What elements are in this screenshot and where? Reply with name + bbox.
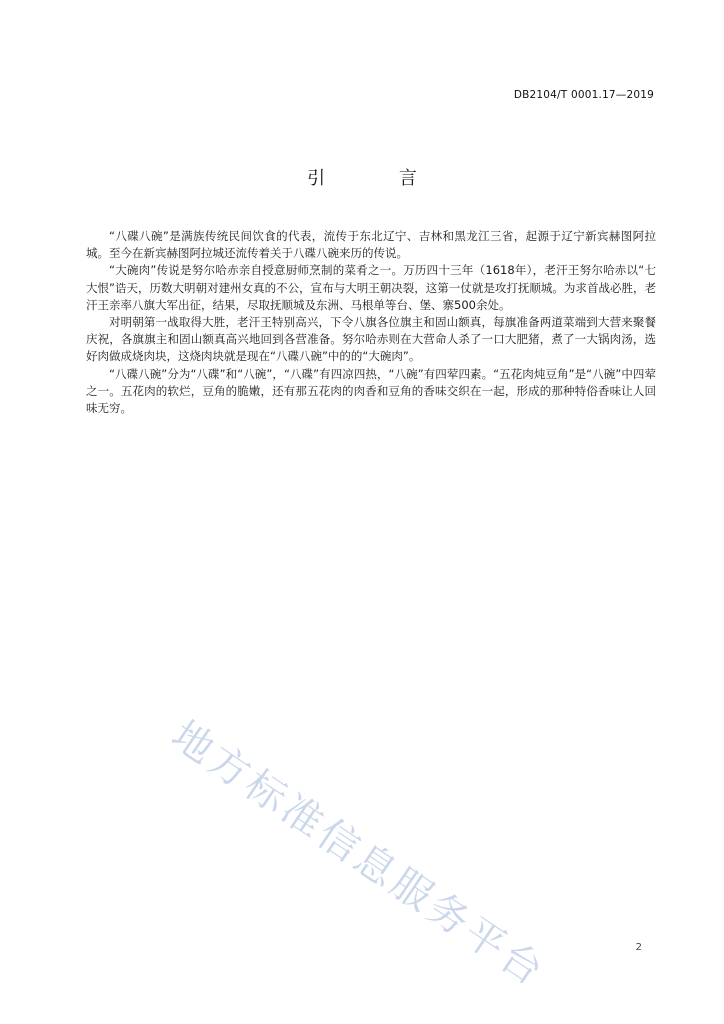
- paragraph-3: 对明朝第一战取得大胜，老汗王特别高兴，下令八旗各位旗主和固山额真，每旗准备两道菜端到大营来聚餐庆祝，各旗旗主和固山额真高兴地回到各营准备。努尔哈赤则在大营命人杀了一口大肥猪，煮了一大锅肉汤，选好肉做成烧肉块，这烧肉块就是现在“八碟八碗”中的的“大碗肉”。: [86, 315, 656, 364]
- watermark-text: 地方标准信息服务平台: [163, 712, 554, 997]
- paragraph-2: “大碗肉”传说是努尔哈赤亲自授意厨师烹制的菜肴之一。万历四十三年（1618年），老汗王努尔哈赤以“七大恨”诰天，历数大明朝对建州女真的不公，宣布与大明王朝决裂，这第一仗就是攻打抚顺城。为求首战必胜，老汗王亲率八旗大军出征，结果，尽取抚顺城及东洲、马根单等台、堡、寨500余处。: [86, 263, 656, 312]
- introduction-body: [86, 228, 656, 417]
- page-title: 引 言: [307, 168, 451, 189]
- paragraph-4: “八碟八碗”分为“八碟”和“八碗”，“八碟”有四凉四热，“八碗”有四荤四素。“五花肉炖豆角”是“八碗”中四荤之一。五花肉的软烂，豆角的脆嫩，还有那五花肉的肉香和豆角的香味交织在一起，形成的那种特俗香味让人回味无穷。: [86, 366, 656, 416]
- paragraph-1: “八碟八碗”是满族传统民间饮食的代表，流传于东北辽宁、吉林和黑龙江三省，起源于辽宁新宾赫图阿拉城。至今在新宾赫图阿拉城还流传着关于八碟八碗来历的传说。: [86, 229, 656, 261]
- page-number: 2: [635, 942, 642, 953]
- standard-code: DB2104/T 0001.17—2019: [513, 89, 654, 101]
